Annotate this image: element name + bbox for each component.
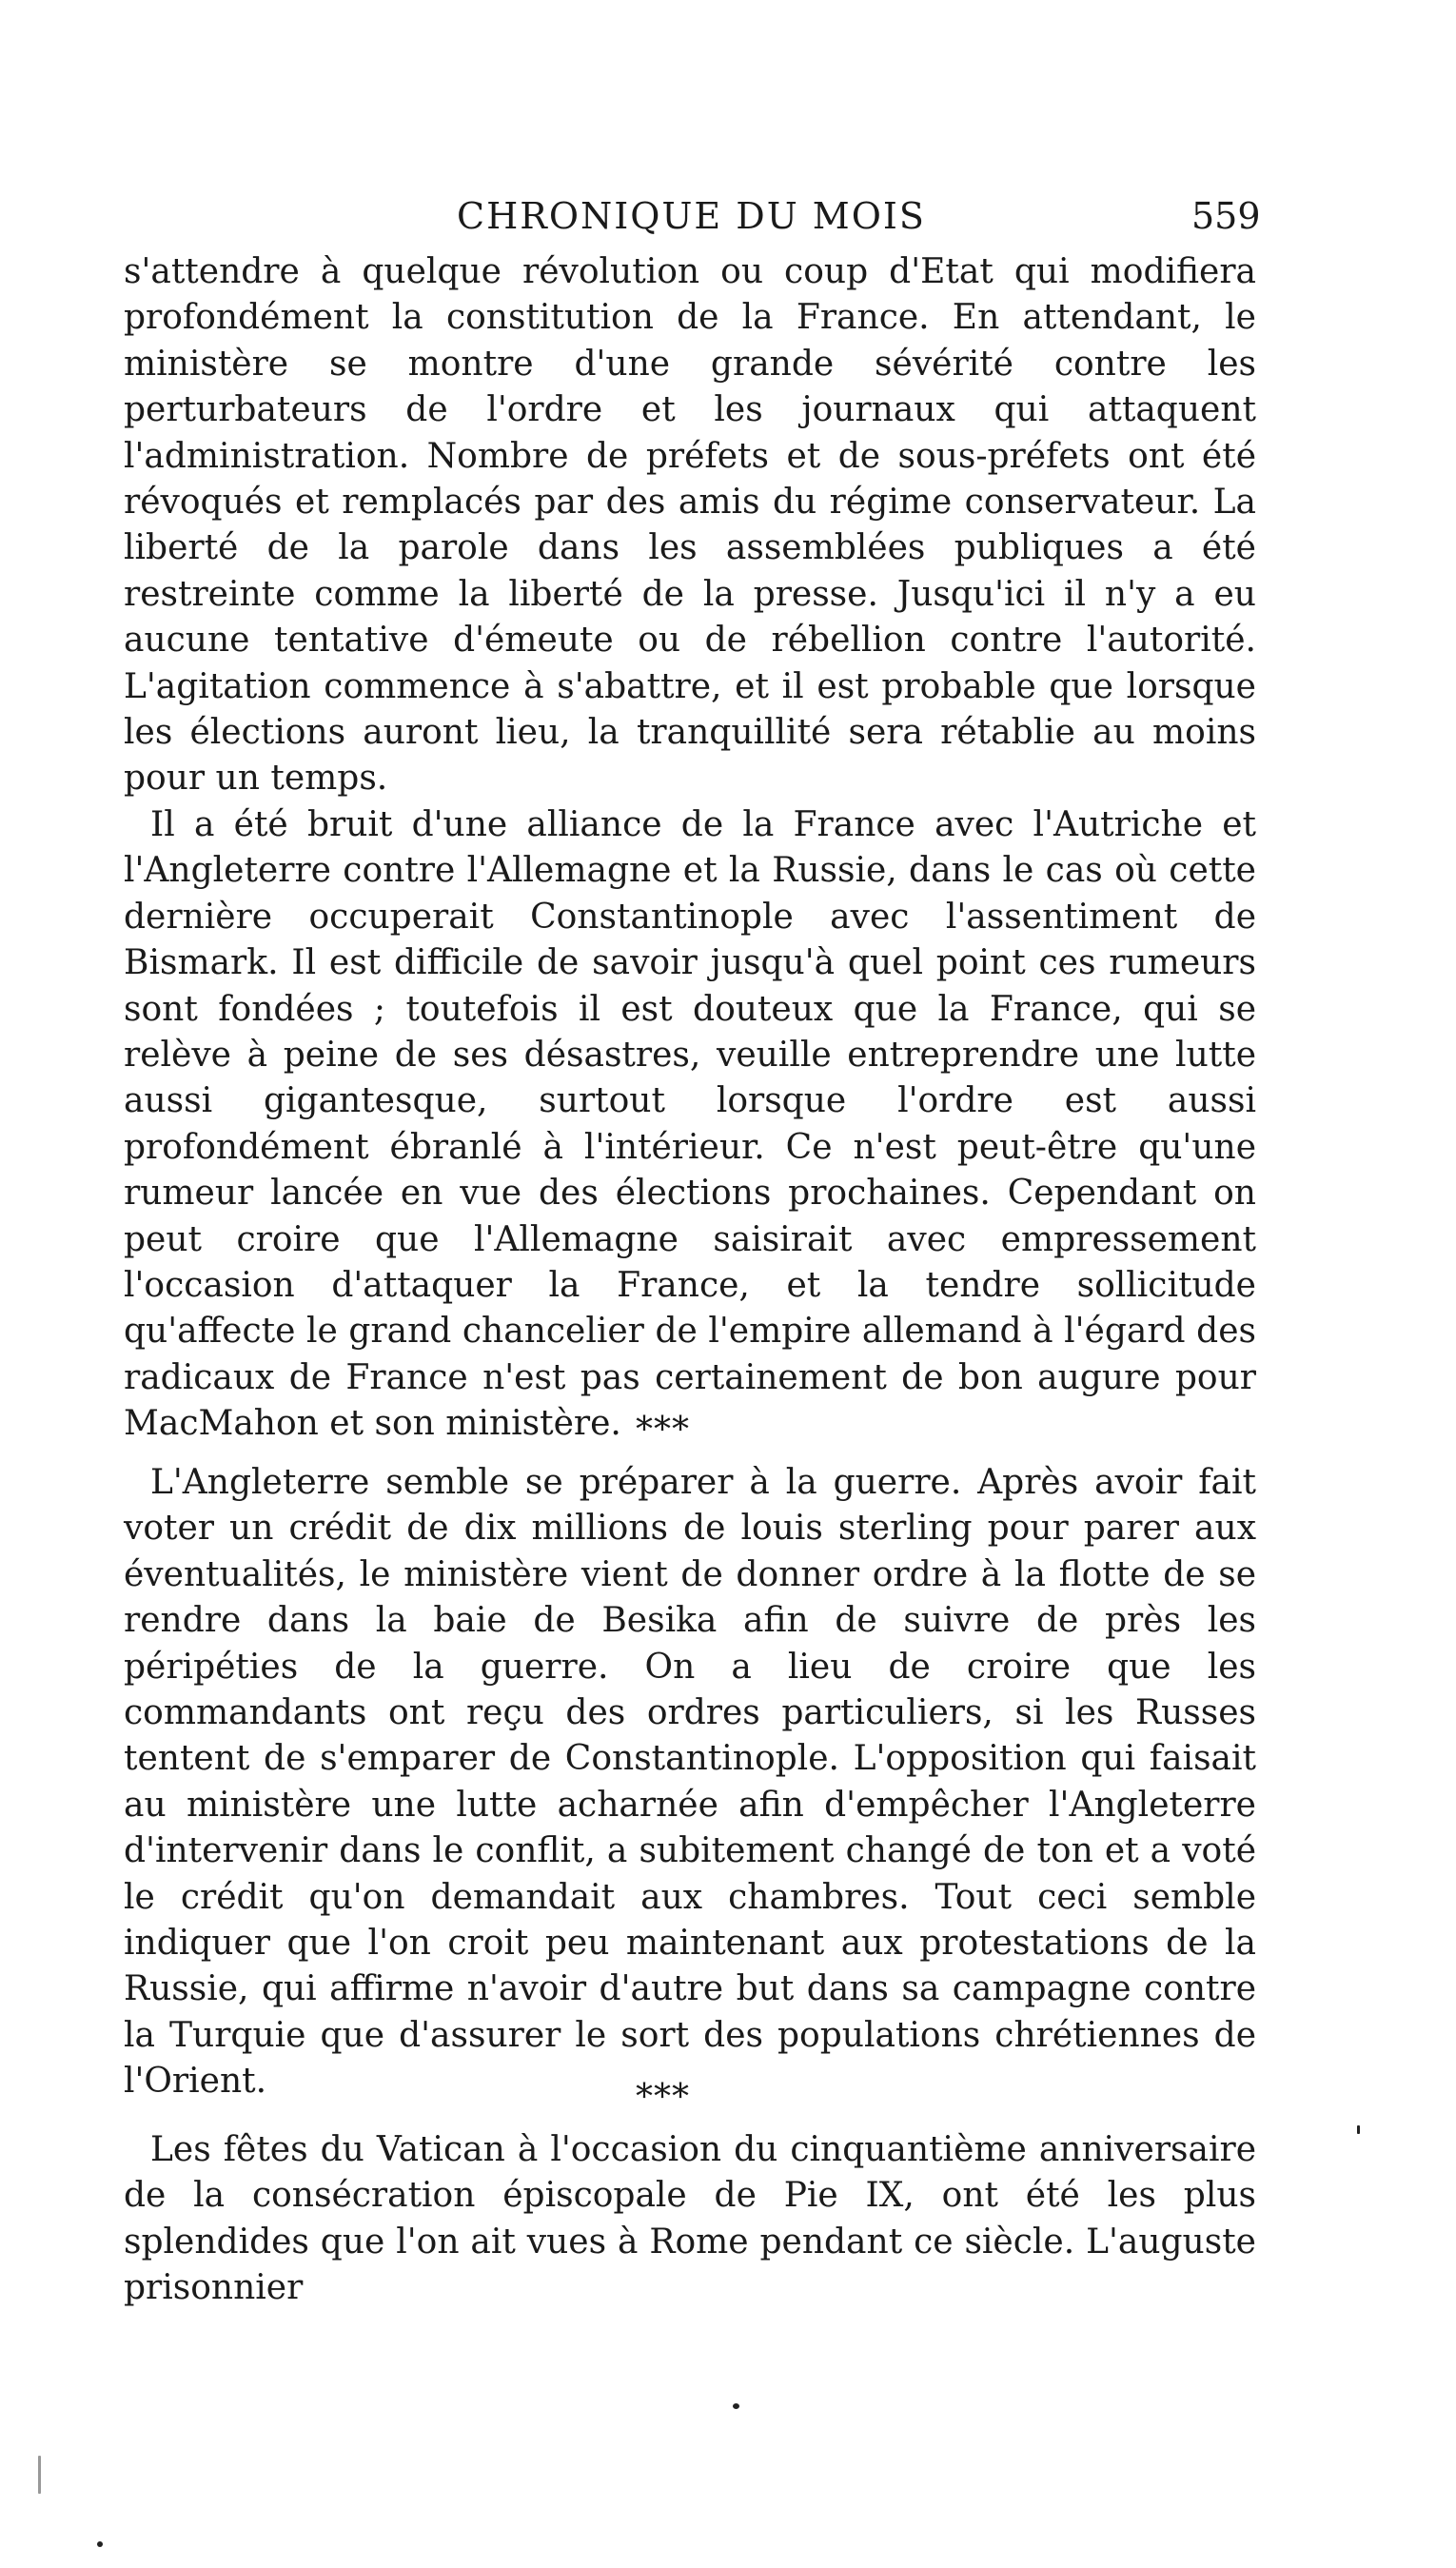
page-edge-mark	[38, 2456, 41, 2494]
paragraph-1: s'attendre à quelque révolution ou coup d'Etat qui modifiera profondément la constitution de la France. En attendant, le ministère se montre d'une grande sévérité contre les perturbateurs de l'ordre et les journaux qui attaquent l'administration. Nombre de préfets et de sous-préfets ont été révoqués et remplacés par des amis du régime conservateur. La liberté de la parole dans les assemblées publiques a été restreinte comme la liberté de la presse. Jusqu'ici il n'y a eu aucune tentative d'émeute ou de rébellion contre l'autorité. L'agitation commence à s'abattre, et il est probable que lorsque les élections auront lieu, la tranquillité sera rétablie au moins pour un temps.	[124, 252, 1256, 799]
paragraph-3: L'Angleterre semble se préparer à la guerre. Après avoir fait voter un crédit de dix millions de louis sterling pour parer aux éventualités, le ministère vient de donner ordre à la flotte de se rendre dans la baie de Besika afin de suivre de près les péripéties de la guerre. On a lieu de croire que les commandants ont reçu des ordres particuliers, si les Russes tentent de s'emparer de Constantinople. L'opposition qui faisait au ministère une lutte acharnée afin d'empêcher l'Angleterre d'intervenir dans le conflit, a subitement changé de ton et a voté le crédit qu'on demandait aux chambres. Tout ceci semble indiquer que l'on croit peu maintenant aux protestations de la Russie, qui affirme n'avoir d'autre but dans sa campagne contre la Turquie que d'assurer le sort des populations chrétiennes de l'Orient.	[124, 1463, 1256, 2102]
text-block-3	[124, 2127, 1256, 2312]
ink-speck	[733, 2403, 739, 2409]
paragraph-4: Les fêtes du Vatican à l'occasion du cinquantième anniversaire de la consécration épiscopale de Pie IX, ont été les plus splendides que l'on ait vues à Rome pendant ce siècle. L'auguste prisonnier	[124, 2130, 1256, 2308]
ink-speck	[1357, 2125, 1360, 2134]
running-title: CHRONIQUE DU MOIS	[457, 195, 926, 237]
section-separator: ***	[636, 1411, 690, 1450]
ink-speck	[97, 2541, 103, 2547]
text-block-1	[124, 249, 1256, 1448]
text-block-2	[124, 1460, 1256, 2105]
paragraph-2: Il a été bruit d'une alliance de la France avec l'Autriche et l'Angleterre contre l'Allemagne et la Russie, dans le cas où cette dernière occuperait Constantinople avec l'assentiment de Bismark. Il est difficile de savoir jusqu'à quel point ces rumeurs sont fondées ; toutefois il est douteux que la France, qui se relève à peine de ses désastres, veuille entreprendre une lutte aussi gigantesque, surtout lorsque l'ordre est aussi profondément ébranlé à l'intérieur. Ce n'est peut-être qu'une rumeur lancée en vue des élections prochaines. Cependant on peut croire que l'Allemagne saisirait avec empressement l'occasion d'attaquer la France, et la tendre sollicitude qu'affecte le grand chancelier de l'empire allemand à l'égard des radicaux de France n'est pas certainement de bon augure pour MacMahon et son ministère.	[124, 804, 1256, 1444]
page-number: 559	[1191, 195, 1261, 237]
section-separator: ***	[636, 2078, 690, 2117]
